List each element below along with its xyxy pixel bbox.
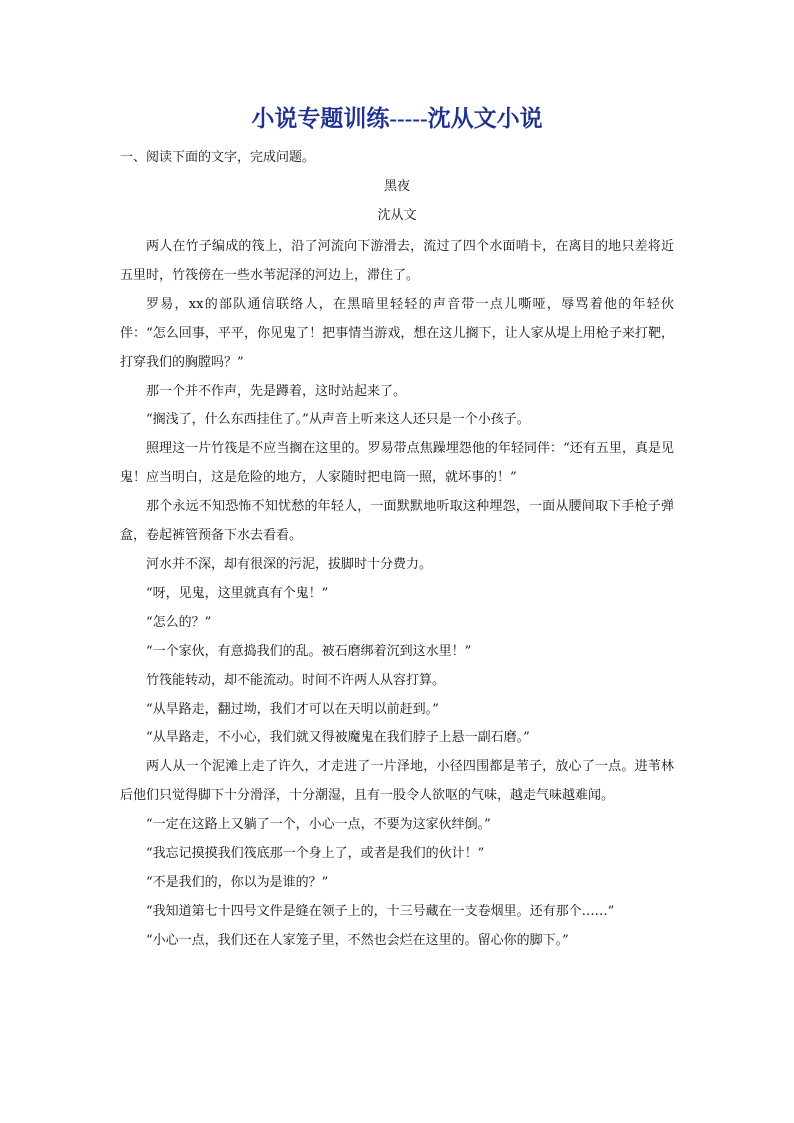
paragraph: “从旱路走，翻过坳，我们才可以在天明以前赶到。”	[146, 701, 439, 717]
paragraph: “搁浅了，什么东西挂住了。”从声音上听来这人还只是一个小孩子。	[146, 412, 530, 428]
paragraph: 照理这一片竹筏是不应当搁在这里的。罗易带点焦躁埋怨他的年轻同伴：“还有五里，真是见鬼！应当明白，这是危险的地方，人家随时把电筒一照，就坏事的！”	[120, 441, 674, 486]
paragraph: 罗易，xx的部队通信联络人，在黑暗里轻轻的声音带一点儿嘶哑，辱骂着他的年轻伙伴：“怎么回事，平平，你见鬼了！把事情当游戏，想在这儿搁下，让人家从堤上用枪子来打靶，打穿我们的胸膛吗？”	[120, 296, 674, 370]
paragraph: 那个永远不知恐怖不知忧愁的年轻人，一面默默地听取这种埋怨，一面从腰间取下手枪子弹盒，卷起裤管预备下水去看看。	[120, 499, 674, 544]
story-body	[120, 233, 674, 956]
page-title: 小说专题训练-----沈从文小说	[251, 106, 543, 131]
paragraph: 竹筏能转动，却不能流动。时间不许两人从容打算。	[146, 672, 446, 688]
paragraph: “一定在这路上又躺了一个，小心一点，不要为这家伙绊倒。”	[146, 817, 491, 833]
paragraph: 那一个并不作声，先是蹲着，这时站起来了。	[146, 383, 407, 399]
paragraph: “小心一点，我们还在人家笼子里，不然也会烂在这里的。留心你的脚下。”	[146, 932, 569, 948]
paragraph: “我忘记摸摸我们筏底那一个身上了，或者是我们的伙计！”	[146, 846, 485, 862]
paragraph: “我知道第七十四号文件是缝在领子上的，十三号藏在一支卷烟里。还有那个……”	[146, 903, 615, 919]
story-title: 黑夜	[383, 179, 410, 194]
paragraph: “从旱路走，不小心，我们就又得被魔鬼在我们脖子上悬一副石磨。”	[146, 730, 530, 746]
paragraph: “一个家伙，有意捣我们的乱。被石磨绑着沉到这水里！”	[146, 643, 472, 659]
paragraph: 两人从一个泥滩上走了许久，才走进了一片泽地，小径四围都是苇子，放心了一点。进苇林后他们只觉得脚下十分滑泽，十分潮湿，且有一股令人欲呕的气味，越走气味越难闻。	[120, 759, 674, 804]
story-author: 沈从文	[377, 208, 417, 223]
paragraph: “不是我们的，你以为是谁的？”	[146, 874, 329, 890]
paragraph: 两人在竹子编成的筏上，沿了河流向下游滑去，流过了四个水面哨卡，在离目的地只差将近五里时，竹筏傍在一些水苇泥泽的河边上，滞住了。	[120, 239, 674, 283]
paragraph: “呀，见鬼，这里就真有个鬼！”	[146, 585, 329, 601]
question-instruction: 一、阅读下面的文字，完成问题。	[120, 150, 316, 165]
paragraph: “怎么的？”	[146, 614, 212, 630]
paragraph: 河水并不深，却有很深的污泥，拔脚时十分费力。	[146, 556, 433, 572]
